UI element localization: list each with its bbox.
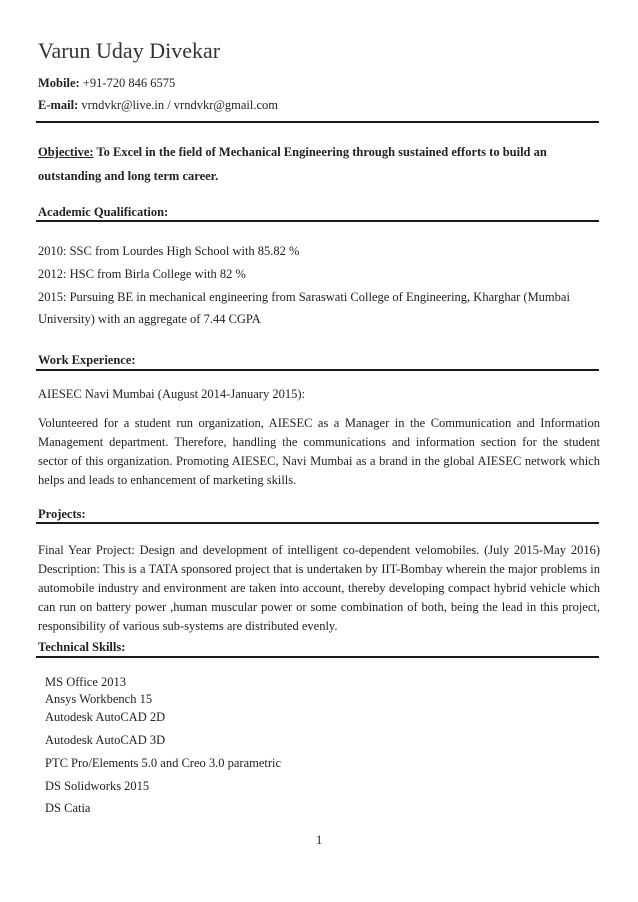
- skill-item: Autodesk AutoCAD 2D: [45, 710, 166, 724]
- academic-item: 2012: HSC from Birla College with 82 %: [38, 267, 246, 281]
- header-divider: [36, 121, 599, 123]
- work-heading: Work Experience:: [38, 353, 136, 367]
- email-line: [38, 98, 278, 113]
- skill-item: DS Catia: [45, 801, 91, 815]
- work-org: AIESEC Navi Mumbai (August 2014-January 2015):: [38, 387, 305, 401]
- projects-description: Final Year Project: Design and development of intelligent co-dependent velomobiles. (July 2015-May 2016) Description: This is a TATA sponsored project that is undertaken by IIT-Bombay wherein the major problems in automobile industry and environment are taken into account, thereby developing compact hybrid vehicle which can run on battery power ,human muscular power or some combination of both, being the lead in this project, responsibility of various sub-systems are distributed evenly.: [38, 543, 600, 633]
- objective-text: To Excel in the field of Mechanical Engineering through sustained efforts to build an outstanding and long term career.: [38, 145, 547, 183]
- mobile-value: +91-720 846 6575: [82, 76, 176, 90]
- academic-heading: Academic Qualification:: [38, 205, 169, 219]
- email-label: E-mail:: [38, 98, 79, 112]
- mobile-line: [38, 76, 175, 91]
- skill-item: DS Solidworks 2015: [45, 779, 150, 793]
- skill-item: Ansys Workbench 15: [45, 692, 153, 706]
- page-number: 1: [316, 833, 323, 847]
- academic-item: 2015: Pursuing BE in mechanical engineering from Saraswati College of Engineering, Kharghar (Mumbai: [38, 290, 570, 304]
- work-description: Volunteered for a student run organization, AIESEC as a Manager in the Communication and Information Management department. Therefore, handling the communications and information section for the student sector of this organization. Promoting AIESEC, Navi Mumbai as a brand in the global AIESEC network which helps and leads to enhancement of marketing skills.: [38, 416, 600, 487]
- skill-item: MS Office 2013: [45, 675, 127, 689]
- skill-item: PTC Pro/Elements 5.0 and Creo 3.0 parametric: [45, 756, 282, 770]
- projects-divider: [36, 522, 599, 524]
- objective-block: [38, 140, 600, 188]
- email-value: vrndvkr@live.in / vrndvkr@gmail.com: [81, 98, 279, 112]
- academic-divider: [36, 220, 599, 222]
- mobile-label: Mobile:: [38, 76, 80, 90]
- academic-item: University) with an aggregate of 7.44 CGPA: [38, 312, 261, 326]
- candidate-name: Varun Uday Divekar: [38, 38, 221, 63]
- projects-heading: Projects:: [38, 507, 86, 521]
- skills-heading: Technical Skills:: [38, 640, 126, 654]
- skills-divider: [36, 656, 599, 658]
- academic-item: 2010: SSC from Lourdes High School with 85.82 %: [38, 244, 300, 258]
- work-divider: [36, 369, 599, 371]
- skill-item: Autodesk AutoCAD 3D: [45, 733, 166, 747]
- objective-label: Objective:: [38, 145, 94, 159]
